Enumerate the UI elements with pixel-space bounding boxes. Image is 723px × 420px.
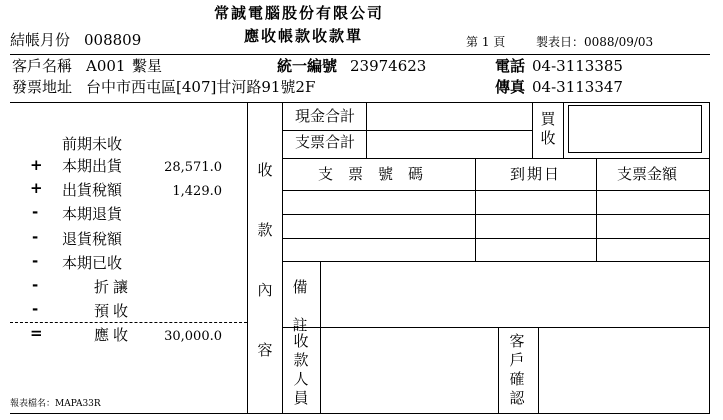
address-label: 發票地址 xyxy=(12,78,73,96)
summary-label: 應收 xyxy=(94,326,133,344)
period-label: 結帳月份 xyxy=(10,31,71,49)
remarks-label: 備註 xyxy=(292,278,308,334)
totals-label-divider xyxy=(366,102,367,158)
summary-sign: - xyxy=(32,228,39,246)
frame-bottom xyxy=(10,413,710,414)
confirm-divider-a xyxy=(498,327,499,414)
totals-value-divider xyxy=(532,102,533,158)
buyer-label: 買收 xyxy=(540,110,556,147)
summary-label: 預收 xyxy=(94,302,133,320)
form-title: 應收帳款收款單 xyxy=(244,27,364,45)
check-col-divider-1 xyxy=(475,158,476,261)
totals-bottom-line xyxy=(282,158,709,159)
check-row-line-1 xyxy=(282,214,709,215)
summary-label: 本期出貨 xyxy=(62,157,123,175)
check-col-divider-2 xyxy=(596,158,597,261)
receipt-side-label: 收款內容 xyxy=(257,161,273,359)
totals-row-line xyxy=(282,130,532,131)
summary-sign: - xyxy=(32,252,39,270)
summary-sign: = xyxy=(30,324,43,342)
summary-sign: - xyxy=(32,276,39,294)
summary-sign: - xyxy=(32,300,39,318)
check-header-bottom xyxy=(282,190,709,191)
check-total-label: 支票合計 xyxy=(295,133,356,151)
customer-name-label: 客戶名稱 xyxy=(12,57,73,75)
customer-confirm-label: 客戶確認 xyxy=(509,332,525,407)
buyer-stamp-box xyxy=(568,105,702,153)
phone-label: 電話 xyxy=(495,57,526,75)
company-name: 常誠電腦股份有限公司 xyxy=(214,4,385,22)
remarks-divider xyxy=(320,261,321,414)
summary-label: 退貨稅額 xyxy=(62,230,123,248)
form-code: 報表檔名：MAPA33R xyxy=(10,399,101,409)
buyer-divider xyxy=(563,102,564,158)
summary-sign: + xyxy=(30,156,43,174)
check-number-header: 支 票 號 碼 xyxy=(318,165,424,183)
customer-name: 繫星 xyxy=(132,57,163,75)
due-date-header: 到期日 xyxy=(510,165,562,183)
customer-code: A001 xyxy=(86,57,126,75)
fax-label: 傳真 xyxy=(495,78,526,96)
summary-value: 30,000.0 xyxy=(164,329,222,344)
summary-value: 1,429.0 xyxy=(172,184,222,199)
collector-label: 收款人員 xyxy=(293,332,309,407)
main-top-line xyxy=(10,102,710,103)
remarks-bottom xyxy=(282,327,709,328)
summary-label: 折讓 xyxy=(94,278,133,296)
confirm-divider-b xyxy=(538,327,539,414)
tax-id: 23974623 xyxy=(350,57,427,75)
address: 台中市西屯區[407]甘河路91號2F xyxy=(86,78,316,96)
summary-value: 28,571.0 xyxy=(164,160,222,175)
tax-id-label: 統一編號 xyxy=(277,57,338,75)
customer-top-line xyxy=(10,54,710,55)
check-row-line-2 xyxy=(282,238,709,239)
summary-label: 本期已收 xyxy=(62,254,123,272)
left-panel-divider-b xyxy=(282,102,283,414)
phone: 04-3113385 xyxy=(532,57,623,75)
summary-dotted-line xyxy=(10,322,247,323)
cash-total-label: 現金合計 xyxy=(295,107,356,125)
summary-sign: - xyxy=(32,203,39,221)
check-amount-header: 支票金額 xyxy=(617,165,678,183)
summary-label: 本期退貨 xyxy=(62,205,123,223)
summary-label: 出貨稅額 xyxy=(62,181,123,199)
period-value: 008809 xyxy=(84,31,142,49)
left-panel-divider-a xyxy=(247,102,248,414)
summary-label: 前期未收 xyxy=(62,135,123,153)
check-table-bottom xyxy=(282,261,709,262)
summary-sign: + xyxy=(30,179,43,197)
fax: 04-3113347 xyxy=(532,78,623,96)
print-date: 製表日：0088/09/03 xyxy=(536,35,654,49)
page-number: 第 1 頁 xyxy=(466,35,506,49)
frame-right xyxy=(709,102,710,414)
